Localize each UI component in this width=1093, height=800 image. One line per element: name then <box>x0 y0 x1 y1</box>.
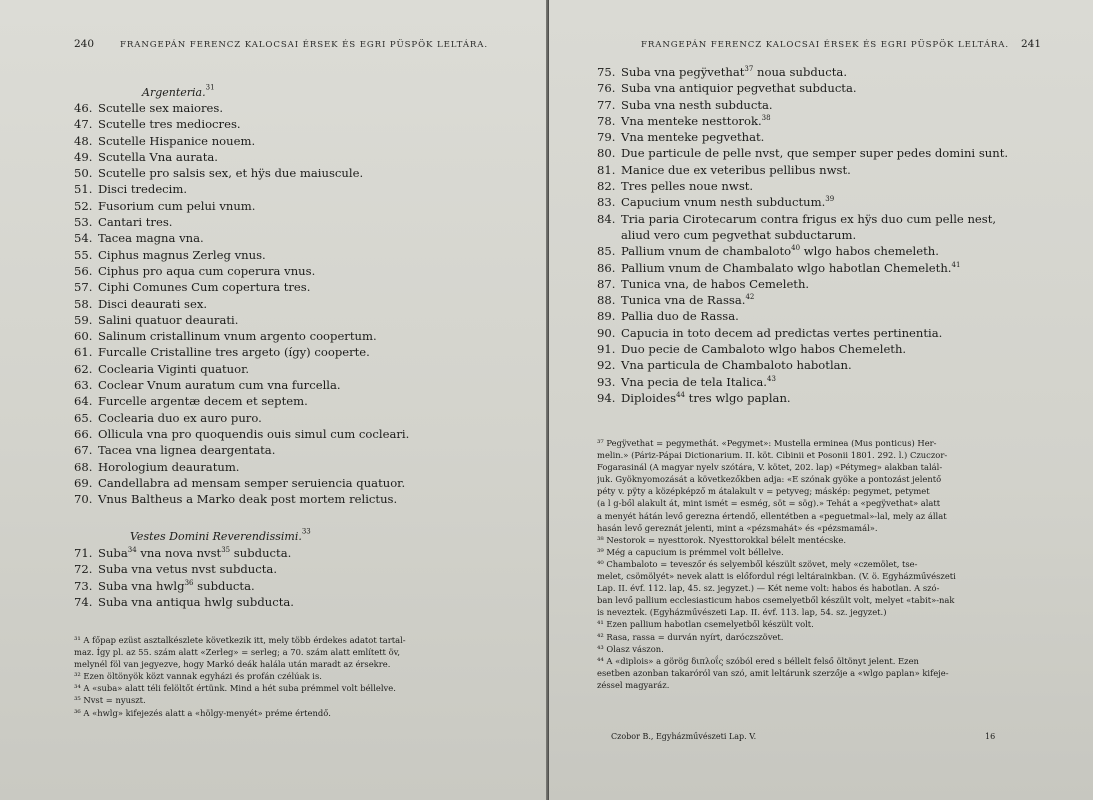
item-number: 72. <box>74 562 93 577</box>
item-number: 84. <box>597 211 616 226</box>
item-number: 47. <box>74 117 93 132</box>
item-text: Salini quatuor deaurati. <box>98 312 239 327</box>
item-text: Capucium vnum nesth subductum. <box>621 195 826 210</box>
item-number: 89. <box>597 309 616 324</box>
item-number: 68. <box>74 459 93 474</box>
list-item <box>597 64 1008 80</box>
list-item <box>74 296 409 312</box>
item-text: Tacea magna vna. <box>98 231 204 246</box>
item-text: Ciphus magnus Zerleg vnus. <box>98 247 266 262</box>
list-item <box>74 230 409 246</box>
footnote-ref: 35 <box>221 546 231 555</box>
item-number: 64. <box>74 394 93 409</box>
list-item <box>74 561 294 577</box>
item-text: Furcelle argentæ decem et septem. <box>98 394 308 409</box>
item-number: 56. <box>74 263 93 278</box>
item-text: Suba vna antiqua hwlg subducta. <box>98 594 294 609</box>
item-text: Tunica vna, de habos Cemeleth. <box>621 276 810 291</box>
running-head-left: FRANGEPÁN FERENCZ KALOCSAI ÉRSEK ÉS EGRI PÜSPÖK LELTÁRA. <box>120 40 489 50</box>
item-text: Duo pecie de Cambaloto wlgo habos Chemeleth. <box>621 342 907 357</box>
footnote-line: juk. Gyöknyomozását a következőkben adja: «E szónak gyöke a pontozást jelentő <box>597 474 942 485</box>
item-text: Suba <box>98 546 128 560</box>
footnotes-left <box>74 634 510 719</box>
item-text: Ciphus pro aqua cum coperura vnus. <box>98 263 316 278</box>
footnote-ref: 37 <box>744 65 754 74</box>
list-item <box>597 260 1008 276</box>
item-number: 55. <box>74 247 93 262</box>
item-text: Scutelle Hispanice nouem. <box>98 133 256 148</box>
list-item <box>74 279 409 295</box>
footnote-ref: 40 <box>791 244 801 253</box>
list-item <box>74 149 409 165</box>
list-item <box>74 442 409 458</box>
item-text: Ollicula vna pro quoquendis ouis simul cum cocleari. <box>98 426 410 441</box>
item-text: Fusorium cum pelui vnum. <box>98 198 256 213</box>
item-text: Scutelle tres mediocres. <box>98 117 241 132</box>
item-text: Pallium vnum de chambaloto <box>621 244 792 259</box>
list-item <box>74 165 409 181</box>
footnote-line: ³⁴ A «suba» alatt téli felöltőt értünk. Mind a hét suba prémmel volt béllelve. <box>74 683 396 694</box>
item-text: Disci tredecim. <box>98 182 188 197</box>
footnote-line: is neveztek. (Egyházművészeti Lap. II. évf. 113. lap, 54. sz. jegyzet.) <box>597 607 887 618</box>
list-item <box>597 292 1008 308</box>
list-item <box>74 328 409 344</box>
item-text: Suba vna vetus nvst subducta. <box>98 562 278 577</box>
footnote-line: melin.» (Páriz-Pápai Dictionarium. II. köt. Cibinii et Posonii 1801. 292. l.) Czuczor- <box>597 450 948 461</box>
list-item <box>597 357 1008 373</box>
item-number: 49. <box>74 149 93 164</box>
footnote-line: ⁴⁰ Chambaloto = teveszőr és selyemből készült szövet, mely «czemölet, tse- <box>597 558 918 569</box>
footnote-line: ⁴² Rasa, rassa = durván nyírt, daróczszövet. <box>597 631 784 642</box>
item-number: 87. <box>597 276 616 291</box>
item-number: 83. <box>597 195 616 210</box>
item-text: Candellabra ad mensam semper seruiencia quatuor. <box>98 475 406 490</box>
list-item <box>74 214 409 230</box>
item-text: Scutelle pro salsis sex, et hÿs due maiuscule. <box>98 166 364 181</box>
list-item <box>74 263 409 279</box>
list-item <box>597 341 1008 357</box>
list-item <box>597 374 1008 390</box>
item-number: 53. <box>74 215 93 230</box>
list-item <box>597 113 1008 129</box>
list-item <box>74 116 409 132</box>
item-text: Coclearia Viginti quatuor. <box>98 361 250 376</box>
item-number: 79. <box>597 130 616 145</box>
item-text: Pallium vnum de Chambalato wlgo habotlan Chemeleth. <box>621 260 952 275</box>
item-text: noua subducta. <box>753 65 848 79</box>
footnote-ref: 39 <box>825 195 835 204</box>
footnote-line: a menyét hátán levő gerezna értendő, ellentétben a «peguetmal»-lal, mely az állat <box>597 510 947 521</box>
item-number: 65. <box>74 410 93 425</box>
item-number: 73. <box>74 578 93 593</box>
item-text: Capucia in toto decem ad predictas vertes pertinentia. <box>621 325 943 340</box>
footnote-line: hasán levő gereznát jelenti, mint a «pézsmahát» és «pézsmamál». <box>597 522 878 533</box>
footnote-line: Fogarasinál (A magyar nyelv szótára, V. kötet, 202. lap) «Pétymeg» alakban talál- <box>597 462 943 473</box>
list-item <box>74 459 409 475</box>
footnote-line: zéssel magyaráz. <box>597 679 670 690</box>
item-text: Vnus Baltheus a Marko deak post mortem relictus. <box>98 492 398 507</box>
section-title-argenteria: Argenteria.$^{31}$ <box>142 83 215 99</box>
list-item <box>74 393 409 409</box>
item-text: Suba vna hwlg <box>98 578 185 593</box>
item-text: Suba vna nesth subducta. <box>621 97 773 112</box>
item-number: 63. <box>74 378 93 393</box>
footnote-line: ³⁶ A «hwlg» kifejezés alatt a «hölgy-menyét» préme értendő. <box>74 707 331 718</box>
list-item <box>74 198 409 214</box>
footnote-ref: 41 <box>951 260 961 269</box>
list-item <box>74 491 409 507</box>
item-number: 74. <box>74 594 93 609</box>
item-text: Scutella Vna aurata. <box>98 149 218 164</box>
item-text: Due particule de pelle nvst, que semper super pedes domini sunt. <box>621 146 1009 161</box>
item-number: 88. <box>597 293 616 308</box>
item-number: 94. <box>597 390 616 405</box>
list-item <box>74 133 409 149</box>
item-text: Ciphi Comunes Cum copertura tres. <box>98 280 311 295</box>
item-number: 61. <box>74 345 93 360</box>
left-page <box>0 0 546 800</box>
footnote-ref: 42 <box>745 293 755 302</box>
item-text: Tacea vna lignea deargentata. <box>98 443 276 458</box>
footnote-line: ⁴³ Olasz vászon. <box>597 643 664 654</box>
list-item <box>597 145 1008 161</box>
list-item <box>74 344 409 360</box>
item-text: Salinum cristallinum vnum argento coopertum. <box>98 329 377 344</box>
item-text: Tria paria Cirotecarum contra frigus ex hÿs duo cum pelle nest, <box>621 211 997 226</box>
item-text: Manice due ex veteribus pellibus nwst. <box>621 162 851 177</box>
list-item <box>597 194 1008 210</box>
inventory-list-3 <box>597 64 1008 406</box>
list-item <box>597 129 1008 145</box>
footnote-ref: 38 <box>761 114 771 123</box>
item-text: Coclearia duo ex auro puro. <box>98 410 262 425</box>
item-number: 69. <box>74 475 93 490</box>
item-text: Scutelle sex maiores. <box>98 101 224 115</box>
item-number: 62. <box>74 361 93 376</box>
item-number: 91. <box>597 342 616 357</box>
list-item <box>74 475 409 491</box>
list-item <box>74 247 409 263</box>
item-number: 50. <box>74 166 93 181</box>
footnote-ref: 44 <box>676 391 685 400</box>
item-text: vna nova nvst <box>136 546 222 560</box>
item-text: subducta. <box>230 546 292 560</box>
list-item <box>74 578 294 594</box>
footnote-line: ³² Ezen öltönyök közt vannak egyházi és profán czélúak is. <box>74 671 322 682</box>
inventory-list-1 <box>74 100 409 507</box>
item-text: Vna particula de Chambaloto habotlan. <box>621 358 852 373</box>
footnote-line: ³¹ A főpap ezüst asztalkészlete következik itt, mely több érdekes adatot tartal- <box>74 635 406 645</box>
item-number: 82. <box>597 179 616 194</box>
inventory-list-2 <box>74 545 294 610</box>
footnote-line: ⁴⁴ A «diplois» a görög διπλοΐς szóból ered s béllelt felső öltönyt jelent. Ezen <box>597 655 919 666</box>
right-page <box>549 0 1093 800</box>
item-text: Furcalle Cristalline tres argeto (így) cooperte. <box>98 345 370 360</box>
signature-number: 16 <box>985 732 996 741</box>
footnote-line: Lap. II. évf. 112. lap, 45. sz. jegyzet.) — Két neme volt: habos és habotlan. A szó- <box>597 583 940 594</box>
item-text: Cantari tres. <box>98 215 173 230</box>
page-number-left: 240 <box>74 38 95 50</box>
item-number: 78. <box>597 113 616 128</box>
item-number: 92. <box>597 358 616 373</box>
footnote-line: esetben azonban takaróról van szó, amit leltárunk szerzője a «wlgo paplan» kifeje- <box>597 667 949 678</box>
list-item <box>597 276 1008 292</box>
list-item <box>74 545 294 561</box>
item-number: 51. <box>74 182 93 197</box>
item-number: 66. <box>74 426 93 441</box>
item-text: Vna menteke pegvethat. <box>621 130 765 145</box>
list-item <box>74 181 409 197</box>
list-item <box>597 80 1008 96</box>
item-number: 67. <box>74 443 93 458</box>
item-number: 75. <box>597 65 616 79</box>
item-text: Vna pecia de tela Italica. <box>621 374 767 389</box>
footnote-line: melynél föl van jegyezve, hogy Markó deák halála után maradt az érsekre. <box>74 659 391 670</box>
list-item <box>74 312 409 328</box>
list-item <box>597 97 1008 113</box>
item-number: 57. <box>74 280 93 295</box>
list-item <box>597 227 1008 243</box>
item-text: Tres pelles noue nwst. <box>621 179 754 194</box>
item-number: 90. <box>597 325 616 340</box>
item-number: 85. <box>597 244 616 259</box>
item-number: 76. <box>597 81 616 96</box>
list-item <box>597 211 1008 227</box>
signature-line <box>611 732 756 741</box>
list-item <box>597 308 1008 324</box>
item-text: Coclear Vnum auratum cum vna furcella. <box>98 378 341 393</box>
list-item <box>597 390 1008 406</box>
footnote-line: ban levő pallium ecclesiasticum habos csemelyetből készült volt, melyet «tabit»-nak <box>597 595 955 606</box>
item-number: 60. <box>74 329 93 344</box>
item-number: 86. <box>597 260 616 275</box>
item-text: tres wlgo paplan. <box>684 390 791 405</box>
list-item <box>74 100 409 116</box>
item-text: Disci deaurati sex. <box>98 296 208 311</box>
running-head-right: FRANGEPÁN FERENCZ KALOCSAI ÉRSEK ÉS EGRI PÜSPÖK LELTÁRA. <box>641 40 1010 50</box>
item-number: 77. <box>597 97 616 112</box>
item-number: 48. <box>74 133 93 148</box>
footnote-line: ³⁵ Nvst = nyuszt. <box>74 695 146 706</box>
list-item <box>74 410 409 426</box>
item-number: 81. <box>597 162 616 177</box>
item-text: subducta. <box>193 578 255 593</box>
footnote-line: maz. Így pl. az 55. szám alatt «Zerleg» = serleg; a 70. szám alatt említett öv, <box>74 647 401 658</box>
list-item <box>597 325 1008 341</box>
list-item <box>74 377 409 393</box>
footnote-line: péty v. pÿty a középképző m átalakult v = petyveg; máskép: pegymet, petymet <box>597 486 930 497</box>
footnote-line: ³⁹ Még a capucium is prémmel volt béllelve. <box>597 546 784 557</box>
signature-text: Czobor B., Egyházművészeti Lap. V. <box>611 732 757 741</box>
footnote-line: ³⁷ Pegÿvethat = pegymethát. «Pegymet»: Mustella erminea (Mus ponticus) Her- <box>597 438 937 448</box>
item-text: Suba vna pegÿvethat <box>621 65 745 79</box>
footnote-ref: 34 <box>127 546 137 555</box>
item-text: Vna menteke nesttorok. <box>621 113 762 128</box>
page-number-right: 241 <box>1021 38 1042 50</box>
item-number: 70. <box>74 492 93 507</box>
section-title-vestes: Vestes Domini Reverendissimi.$^{33}$ <box>130 527 311 543</box>
footnote-line: ³⁸ Nestorok = nyesttorok. Nyesttorokkal bélelt mentécske. <box>597 534 846 545</box>
list-item <box>74 594 294 610</box>
item-number: 46. <box>74 101 93 115</box>
list-item <box>74 426 409 442</box>
item-text: wlgo habos chemeleth. <box>800 244 939 259</box>
item-number: 59. <box>74 312 93 327</box>
list-item <box>597 162 1008 178</box>
item-number: 52. <box>74 198 93 213</box>
item-text: aliud vero cum pegvethat subductarum. <box>621 227 857 242</box>
list-item <box>597 178 1008 194</box>
item-number: 54. <box>74 231 93 246</box>
item-text: Tunica vna de Rassa. <box>621 293 746 308</box>
item-number: 80. <box>597 146 616 161</box>
item-text: Suba vna antiquior pegvethat subducta. <box>621 81 857 96</box>
item-number: 93. <box>597 374 616 389</box>
footnote-line: (a l g-ből alakult át, mint ismét = esmég, söt = sög).» Tehát a «pegÿvethat» alatt <box>597 498 941 509</box>
footnote-ref: 36 <box>184 578 194 587</box>
item-number: 71. <box>74 546 93 560</box>
list-item <box>74 361 409 377</box>
footnotes-right <box>597 437 1029 691</box>
item-text: Horologium deauratum. <box>98 459 240 474</box>
footnote-line: ⁴¹ Ezen pallium habotlan csemelyetből készült volt. <box>597 619 814 630</box>
footnote-line: melet, csömölyét» nevek alatt is előfordul régi leltárainkban. (V. ö. Egyházművészeti <box>597 571 956 582</box>
item-text: Diploides <box>621 390 677 405</box>
footnote-ref: 43 <box>766 374 776 383</box>
item-text: Pallia duo de Rassa. <box>621 309 739 324</box>
item-number: 58. <box>74 296 93 311</box>
list-item <box>597 243 1008 259</box>
